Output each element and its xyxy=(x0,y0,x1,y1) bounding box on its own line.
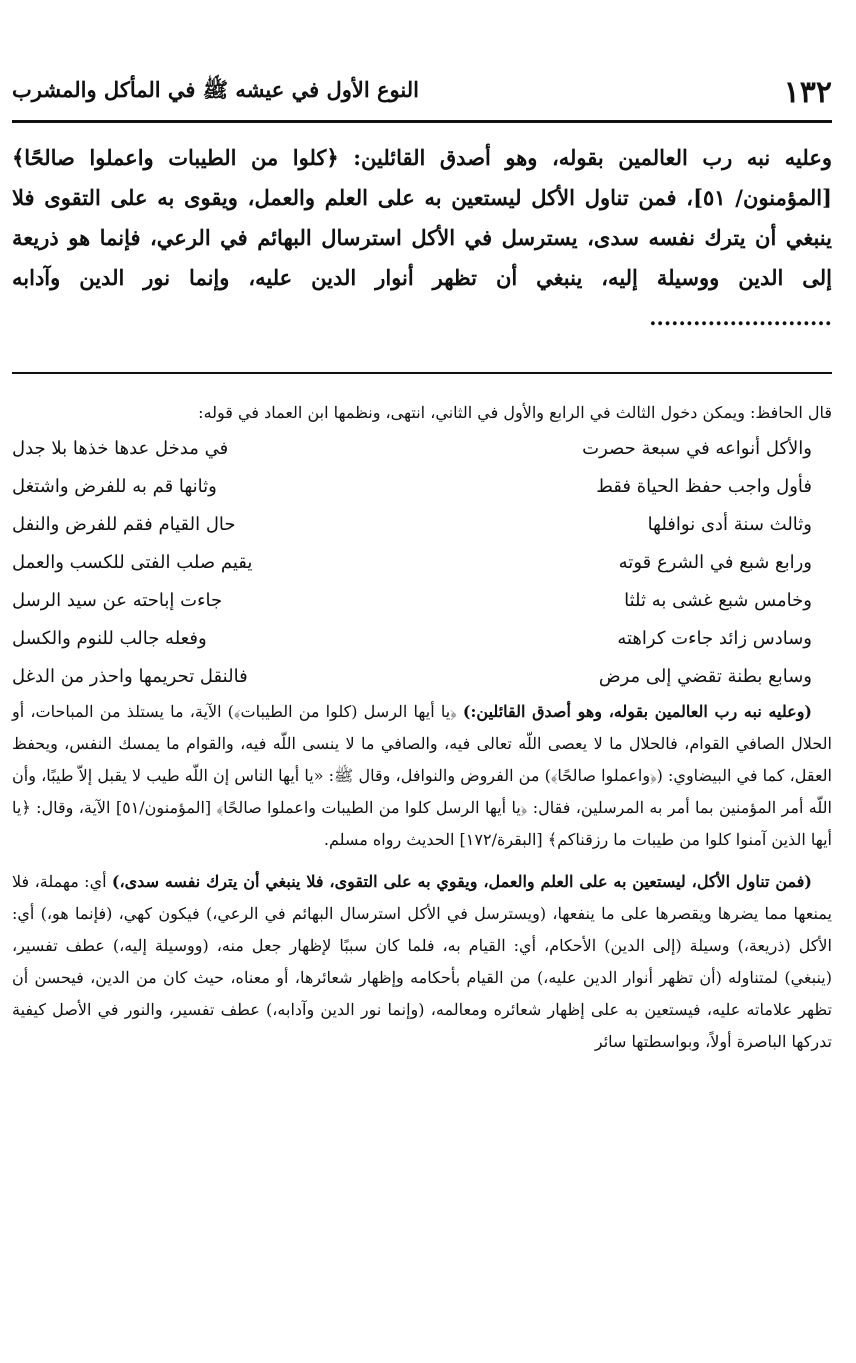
page-number: ١٣٢ xyxy=(783,74,832,110)
verse-second-hemistich: جاءت إباحته عن سيد الرسل xyxy=(12,590,223,611)
verse-second-hemistich: حال القيام فقم للفرض والنفل xyxy=(12,514,236,535)
verse-first-hemistich: وخامس شبع غشى به ثلثا xyxy=(624,590,812,611)
poem-verse xyxy=(12,620,832,658)
poem-verse xyxy=(12,544,832,582)
text-divider xyxy=(12,372,832,374)
page-header xyxy=(12,70,832,114)
commentary-intro: قال الحافظ: ويمكن دخول الثالث في الرابع والأول في الثاني، انتهى، ونظمها ابن العماد في قوله: xyxy=(198,403,832,422)
poem xyxy=(12,430,832,696)
verse-first-hemistich: ورابع شبع في الشرع قوته xyxy=(618,552,812,573)
explanation-text: ﴿يا أيها الرسل (كلوا من الطيبات﴾) الآية، ما يستلذ من المباحات، أو الحلال الصافي القوام، فالحلال ما لا يعصى اللّه تعالى فيه، والصافي ما لا ينسى اللّه فيه، والقوام ما يمسك النفس، ويحفظ العقل، كما في البيضاوي: (﴿واعملوا صالحًا﴾) من الفروض والنوافل، وقال ﷺ: «يا أيها الناس إن اللّه طيب لا يقبل إلاّ طيبًا، وأن اللّه أمر المؤمنين بما أمر به المرسلين، فقال: ﴿يا أيها الرسل كلوا من الطيبات واعملوا صالحًا﴾ [المؤمنون/٥١] الآية، وقال: ﴿يا أيها الذين آمنوا كلوا من طيبات ما رزقناكم﴾ [البقرة/١٧٢] الحديث رواه مسلم. xyxy=(12,702,832,849)
verse-second-hemistich: وثانها قم به للفرض واشتغل xyxy=(12,476,217,497)
verse-second-hemistich: في مدخل عدها خذها بلا جدل xyxy=(12,438,229,459)
header-rule xyxy=(12,120,832,123)
verse-first-hemistich: وسابع بطنة تقضي إلى مرض xyxy=(598,666,812,687)
running-title: النوع الأول في عيشه ﷺ في المأكل والمشرب xyxy=(12,76,419,102)
verse-first-hemistich: وسادس زائد جاءت كراهته xyxy=(617,628,812,649)
verse-first-hemistich: والأكل أنواعه في سبعة حصرت xyxy=(582,438,812,459)
commentary xyxy=(12,398,832,1058)
commentary-paragraph xyxy=(12,696,832,856)
quoted-main-text: (وعليه نبه رب العالمين بقوله، وهو أصدق القائلين:) xyxy=(462,702,812,721)
poem-verse xyxy=(12,658,832,696)
verse-second-hemistich: فالنقل تحريمها واحذر من الدغل xyxy=(12,666,248,687)
poem-verse xyxy=(12,582,832,620)
verse-first-hemistich: وثالث سنة أدى نوافلها xyxy=(647,514,812,535)
paragraph-gap xyxy=(12,856,832,866)
quoted-main-text: (فمن تناول الأكل، ليستعين به على العلم والعمل، ويقوي به على التقوى، فلا ينبغي أن يترك نفسه سدى،) xyxy=(111,872,813,891)
poem-verse xyxy=(12,430,832,468)
main-text-paragraph: وعليه نبه رب العالمين بقوله، وهو أصدق القائلين: ﴿كلوا من الطيبات واعملوا صالحًا﴾ [المؤمنون/ ٥١]، فمن تناول الأكل ليستعين به على العلم والعمل، ويقوى به على التقوى فلا ينبغي أن يترك نفسه سدى، يسترسل في الأكل استرسال البهائم في الرعي، فإنما هو ذريعة إلى الدين ووسيلة إليه، ينبغي أن تظهر أنوار الدين عليه، وإنما نور الدين وآدابه ......................... xyxy=(12,145,832,330)
verse-second-hemistich: يقيم صلب الفتى للكسب والعمل xyxy=(12,552,253,573)
explanation-text: أي: مهملة، فلا يمنعها مما يضرها ويقصرها على ما ينفعها، (ويسترسل في الأكل استرسال البهائم في الرعي،) فيكون كهي، (فإنما هو،) أي: الأكل (ذريعة،) وسيلة (إلى الدين) الأحكام، أي: القيام به، فلما كان سببًا لإظهار جعل منه، (ووسيلة إليه،) عطف تفسير، (ينبغي) لمتناوله (أن تظهر أنوار الدين عليه،) من القيام بأحكامه وإظهار شعائرها، أو معناه، حيث كان من الدين، فيحسن أن تظهر علاماته عليه، فيستعين به على إظهار شعائره ومعالمه، (وإنما نور الدين وآدابه،) عطف تفسير، والنور في الأصل كيفية تدركها الباصرة أولاً، وبواسطتها سائر xyxy=(12,872,832,1051)
poem-verse xyxy=(12,468,832,506)
verse-second-hemistich: وفعله جالب للنوم والكسل xyxy=(12,628,207,649)
poem-verse xyxy=(12,506,832,544)
main-text xyxy=(12,138,832,338)
verse-first-hemistich: فأول واجب حفظ الحياة فقط xyxy=(596,476,812,497)
commentary-paragraph xyxy=(12,866,832,1058)
